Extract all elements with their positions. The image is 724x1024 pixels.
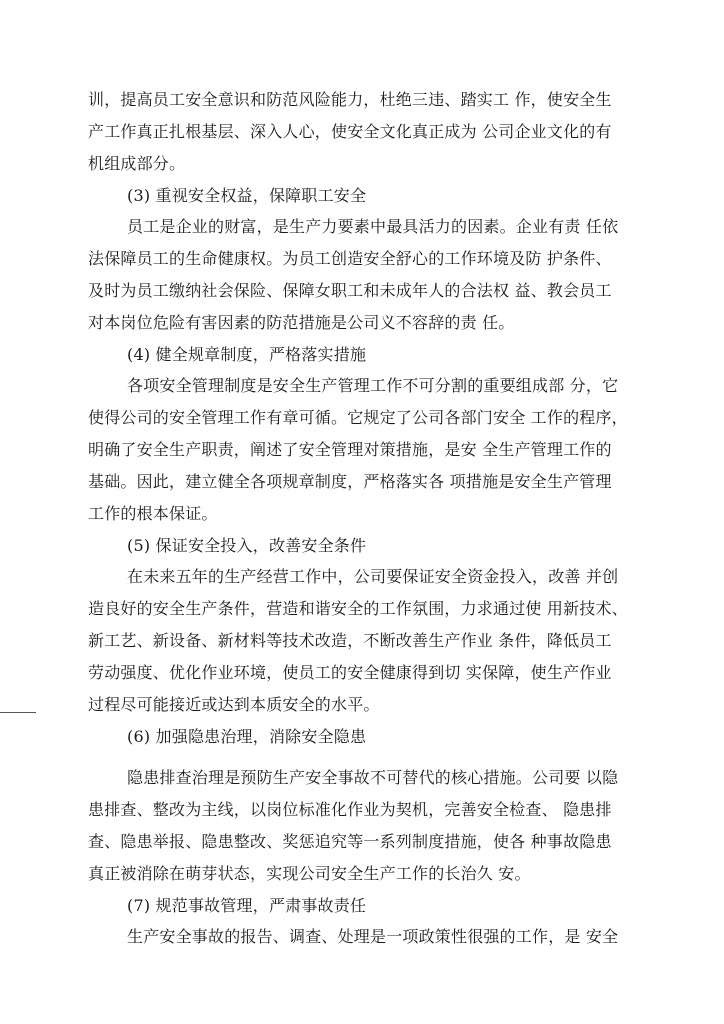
text-line-20: 过程尽可能接近或达到本质安全的水平。 (88, 695, 380, 714)
text-line-8: 对本岗位危险有害因素的防范措施是公司义不容辞的责 任。 (88, 313, 515, 332)
text-line-22: 隐患排查治理是预防生产安全事故不可替代的核心措施。公司要 以隐 (127, 768, 619, 787)
text-line-24: 查、隐患举报、隐患整改、奖惩追究等一系列制度措施，使各 种事故隐患 (88, 832, 612, 851)
text-line-2: 产工作真正扎根基层、深入人心，使安全文化真正成为 公司企业文化的有 (88, 122, 612, 141)
section-heading-6: (6) 加强隐患治理，消除安全隐患 (127, 727, 367, 746)
text-line-3: 机组成部分。 (88, 154, 186, 173)
text-line-6: 法保障员工的生命健康权。为员工创造安全舒心的工作环境及防 护条件、 (88, 249, 612, 268)
section-heading-4: (4) 健全规章制度，严格落实措施 (127, 345, 367, 364)
text-line-18: 新工艺、新设备、新材料等技术改造，不断改善生产作业 条件，降低员工 (88, 631, 612, 650)
text-line-17: 造良好的安全生产条件，营造和谐安全的工作氛围，力求通过使 用新技术、 (88, 599, 628, 618)
text-line-16: 在未来五年的生产经营工作中，公司要保证安全资金投入，改善 并创 (127, 567, 619, 586)
section-heading-5: (5) 保证安全投入，改善安全条件 (127, 536, 367, 555)
text-line-5: 员工是企业的财富，是生产力要素中最具活力的因素。企业有责 任依 (127, 217, 619, 236)
text-line-13: 基础。因此，建立健全各项规章制度，严格落实各 项措施是安全生产管理 (88, 472, 612, 491)
section-heading-7: (7) 规范事故管理，严肃事故责任 (127, 896, 367, 915)
text-line-10: 各项安全管理制度是安全生产管理工作不可分割的重要组成部 分，它 (127, 376, 619, 395)
margin-rule (0, 712, 36, 713)
text-line-27: 生产安全事故的报告、调查、处理是一项政策性很强的工作，是 安全 (127, 927, 619, 946)
text-line-11: 使得公司的安全管理工作有章可循。它规定了公司各部门安全 工作的程序， (88, 408, 628, 427)
text-line-1: 训，提高员工安全意识和防范风险能力，杜绝三违、踏实工 作，使安全生 (88, 90, 612, 109)
section-heading-3: (3) 重视安全权益，保障职工安全 (127, 186, 367, 205)
text-line-19: 劳动强度、优化作业环境，使员工的安全健康得到切 实保障，使生产作业 (88, 663, 612, 682)
text-line-23: 患排查、整改为主线，以岗位标准化作业为契机，完善安全检查、 隐患排 (88, 800, 612, 819)
text-line-25: 真正被消除在萌芽状态，实现公司安全生产工作的长治久 安。 (88, 864, 531, 883)
text-line-12: 明确了安全生产职责，阐述了安全管理对策措施，是安 全生产管理工作的 (88, 440, 612, 459)
text-line-14: 工作的根本保证。 (88, 504, 218, 523)
text-line-7: 及时为员工缴纳社会保险、保障女职工和未成年人的合法权 益、教会员工 (88, 281, 612, 300)
